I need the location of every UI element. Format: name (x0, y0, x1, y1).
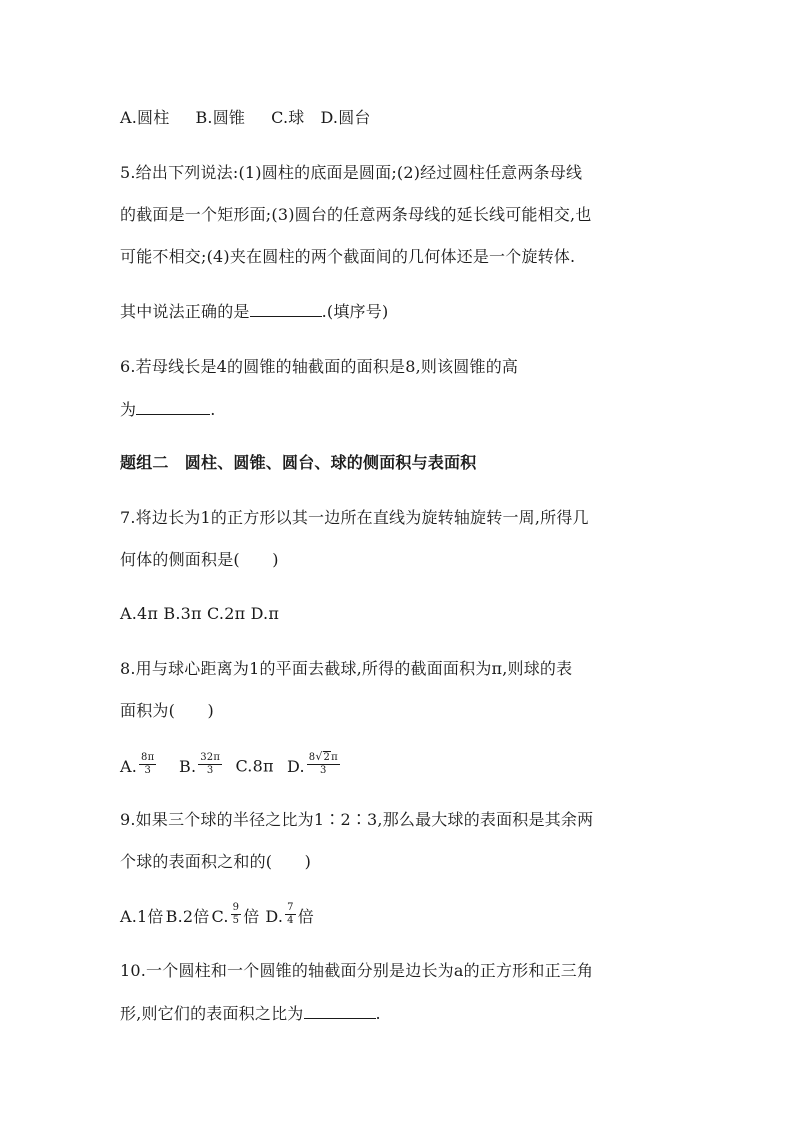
q5-answer-suffix: .(填序号) (321, 302, 389, 321)
q9-option-b[interactable]: B.2倍 (165, 907, 210, 926)
q8-option-c[interactable]: C.8π (235, 756, 274, 776)
q8-option-d[interactable]: D. 8 √ 2 π 3 (287, 750, 338, 776)
q8-line-2: 面积为( ) (120, 701, 214, 720)
q6-line-2 (120, 398, 216, 421)
q9-option-c[interactable]: C. $\frac{9}{5}$ 倍 (211, 902, 260, 926)
q5-line-2: 的截面是一个矩形面;(3)圆台的任意两条母线的延长线可能相交,也 (120, 205, 592, 224)
q8-d-fraction: 8 √ 2 π 3 (308, 750, 338, 776)
q9-options (120, 902, 314, 930)
q5-answer-line (120, 300, 388, 323)
q5-line-3: 可能不相交;(4)夹在圆柱的两个截面间的几何体还是一个旋转体. (120, 247, 576, 266)
q8-option-b[interactable]: B. $\frac{32\pi}{3}$ (178, 751, 221, 776)
q9-line-2: 个球的表面积之和的( ) (120, 852, 312, 871)
q7-line-1: 7.将边长为1的正方形以其一边所在直线为旋转轴旋转一周,所得几 (120, 508, 589, 527)
q10-line-2 (120, 1002, 381, 1025)
q10-suffix: . (375, 1004, 381, 1023)
q9-c-fraction: $\frac{9}{5}$ (232, 902, 240, 926)
q8-b-fraction: $\frac{32\pi}{3}$ (200, 751, 221, 776)
q5-answer-prompt: 其中说法正确的是 (120, 302, 250, 321)
q4-option-c[interactable]: C.球 (271, 108, 305, 127)
q8-options (120, 750, 342, 780)
sqrt-icon: √ 2 (315, 750, 331, 763)
q10-prompt: 形,则它们的表面积之比为 (120, 1004, 304, 1023)
q8-option-a[interactable]: A. $\frac{8\pi}{3}$ (120, 751, 155, 776)
q10-answer-blank[interactable] (304, 1002, 376, 1019)
q9-d-fraction: $\frac{7}{4}$ (287, 902, 294, 926)
q4-option-a[interactable]: A.圆柱 (120, 108, 170, 127)
q9-option-a[interactable]: A.1倍 (120, 907, 164, 926)
q9-option-d[interactable]: D. $\frac{7}{4}$ 倍 (265, 902, 314, 926)
q8-line-1: 8.用与球心距离为1的平面去截球,所得的截面面积为π,则球的表 (120, 659, 573, 678)
q8-a-fraction: $\frac{8\pi}{3}$ (141, 751, 155, 776)
q7-line-2: 何体的侧面积是( ) (120, 550, 279, 569)
q6-prefix: 为 (120, 400, 137, 419)
q9-line-1: 9.如果三个球的半径之比为1∶2∶3,那么最大球的表面积是其余两 (120, 810, 594, 829)
q6-suffix: . (210, 400, 216, 419)
section-heading: 题组二 圆柱、圆锥、圆台、球的侧面积与表面积 (120, 453, 477, 472)
q4-options (120, 107, 371, 129)
q5-answer-blank[interactable] (250, 300, 322, 317)
q4-option-b[interactable]: B.圆锥 (195, 108, 246, 127)
q4-option-d[interactable]: D.圆台 (320, 108, 371, 127)
q7-options: A.4π B.3π C.2π D.π (120, 604, 280, 623)
q6-line-1: 6.若母线长是4的圆锥的轴截面的面积是8,则该圆锥的高 (120, 357, 519, 376)
q10-line-1: 10.一个圆柱和一个圆锥的轴截面分别是边长为a的正方形和正三角 (120, 961, 594, 980)
q6-answer-blank[interactable] (136, 398, 210, 415)
q5-line-1: 5.给出下列说法:(1)圆柱的底面是圆面;(2)经过圆柱任意两条母线 (120, 163, 583, 182)
